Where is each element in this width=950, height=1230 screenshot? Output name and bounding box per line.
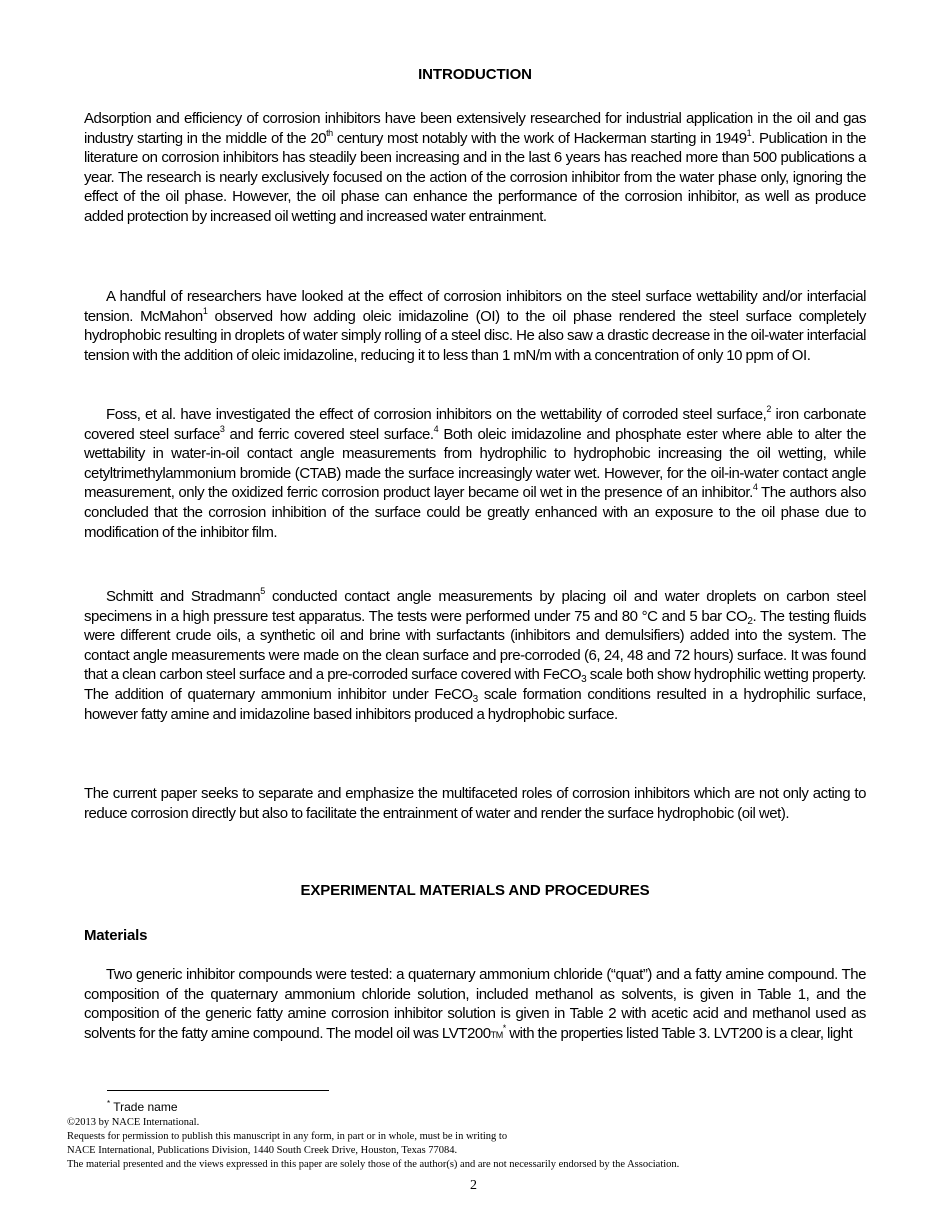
subscript: 3	[581, 674, 587, 686]
intro-paragraph-3	[84, 405, 866, 542]
subsection-heading-materials: Materials	[84, 927, 148, 944]
text-run: The authors also concluded that the corrosion inhibition of the surface could be greatly enhanced with an exposure to the oil phase due to modification of the inhibitor film.	[84, 484, 867, 541]
text-run: Both oleic imidazoline and phosphate ester where able to alter the wettability in water-in-oil contact angle measurements from hydrophilic to hydrophobic increasing the oil wetting, while cetyltrimethylammonium bromide (CTAB) made the surface increasingly water wet. However, for the oil-in-water contact angle measurement, only the oxidized ferric corrosion product layer became oil wet in the presence of an inhibitor.	[84, 425, 866, 502]
citation-superscript: 3	[219, 423, 225, 434]
trademark-mark: TM	[490, 1029, 503, 1040]
text-run: and ferric covered steel surface.	[224, 425, 434, 443]
text-run: Foss, et al. have investigated the effect of corrosion inhibitors on the wettability of corroded steel surface,	[106, 406, 767, 423]
text-run: . The testing fluids were different crude oils, a synthetic oil and brine with surfactants (inhibitors and demulsifiers) added into the system. The contact angle measurements were made on the clean surface and pre-corroded (6, 24, 48 and 72 hours) surface. It was found that a clean carbon steel surface and a pre-corroded surface covered with FeCO	[84, 607, 867, 684]
page-number: 2	[470, 1178, 477, 1193]
text-run: Two generic inhibitor compounds were tested: a quaternary ammonium chloride (“quat”) and a fatty amine compound. The composition of the quaternary ammonium chloride solution, included methanol as solvents, is given in Table 1, and the composition of the generic fatty amine corrosion inhibitor solution is given in Table 2 with acetic acid and methanol used as solvents for the fatty amine compound. The model oil was LVT200	[84, 966, 866, 1042]
disclaimer-line: The material presented and the views expressed in this paper are solely those of the author(s) and are not necessarily endorsed by the Association.	[67, 1159, 680, 1170]
citation-superscript: 1	[746, 127, 752, 138]
text-run: scale formation conditions resulted in a hydrophilic surface, however fatty amine and imidazoline based inhibitors produced a hydrophobic surface.	[84, 685, 866, 723]
text-run: Schmitt and Stradmann	[106, 588, 261, 605]
text-run: iron carbonate covered steel surface	[84, 406, 866, 443]
citation-superscript: 1	[202, 305, 208, 316]
text-run: conducted contact angle measurements by placing oil and water droplets on carbon steel specimens in a high pressure test apparatus. The tests were performed under 75 and 80 °C and 5 bar CO	[84, 588, 866, 625]
text-run: century most notably with the work of Hackerman starting in 1949	[332, 129, 747, 147]
superscript: th	[326, 127, 333, 138]
text-run: scale both show hydrophilic wetting property. The addition of quaternary ammonium inhibitor under FeCO	[84, 666, 867, 703]
subscript: 2	[747, 615, 753, 627]
footnote-text: Trade name	[110, 1100, 178, 1114]
intro-paragraph-5	[84, 784, 866, 823]
materials-paragraph-1	[84, 965, 866, 1045]
text-run: Adsorption and efficiency of corrosion inhibitors have been extensively researched for industrial application in the oil and gas industry starting in the middle of the 20	[84, 110, 866, 147]
intro-paragraph-4	[84, 587, 866, 724]
text-run: . Publication in the literature on corrosion inhibitors has steadily been increasing and in the last 6 years has reached more than 500 publications a year. The research is nearly exclusively focused on the action of the corrosion inhibitor from the water phase only, ignoring the effect of the oil phase. However, the oil phase can enhance the performance of the corrosion inhibitor, as well as produce added protection by increased oil wetting and increased water entrainment.	[84, 129, 866, 225]
text-run: observed how adding oleic imidazoline (OI) to the oil phase rendered the steel surface completely hydrophobic resulting in droplets of water simply rolling of a steel disc. He also saw a drastic decrease in the oil-water interfacial tension with the addition of oleic imidazoline, reducing it to less than 1 mN/m with a concentration of only 10 ppm of OI.	[84, 307, 866, 364]
footnote-separator	[107, 1090, 329, 1091]
text-run: The current paper seeks to separate and emphasize the multifaceted roles of corrosion inhibitors which are not only acting to reduce corrosion directly but also to facilitate the entrainment of water and render the surface hydrophobic (oil wet).	[84, 785, 866, 822]
intro-paragraph-1	[84, 109, 866, 227]
address-line: NACE International, Publications Division, 1440 South Creek Drive, Houston, Texas 77084.	[67, 1145, 458, 1156]
text-run: with the properties listed Table 3. LVT200 is a clear, light	[505, 1024, 853, 1042]
citation-superscript: 4	[752, 482, 758, 493]
subscript: 3	[472, 693, 478, 705]
section-heading-experimental: EXPERIMENTAL MATERIALS AND PROCEDURES	[300, 882, 650, 899]
text-run: A handful of researchers have looked at the effect of corrosion inhibitors on the steel surface wettability and/or interfacial tension. McMahon	[84, 288, 866, 325]
permission-line: Requests for permission to publish this manuscript in any form, in part or in whole, must be in writing to	[67, 1131, 508, 1142]
copyright-line: ©2013 by NACE International.	[67, 1117, 200, 1128]
section-heading-introduction: INTRODUCTION	[418, 66, 532, 83]
citation-superscript: 4	[433, 423, 439, 434]
footnote-marker: *	[107, 1099, 111, 1108]
footnote-marker: *	[502, 1022, 506, 1033]
citation-superscript: 2	[766, 404, 771, 414]
intro-paragraph-2	[84, 287, 866, 365]
citation-superscript: 5	[260, 586, 265, 596]
footnote-trade-name	[107, 1100, 178, 1114]
